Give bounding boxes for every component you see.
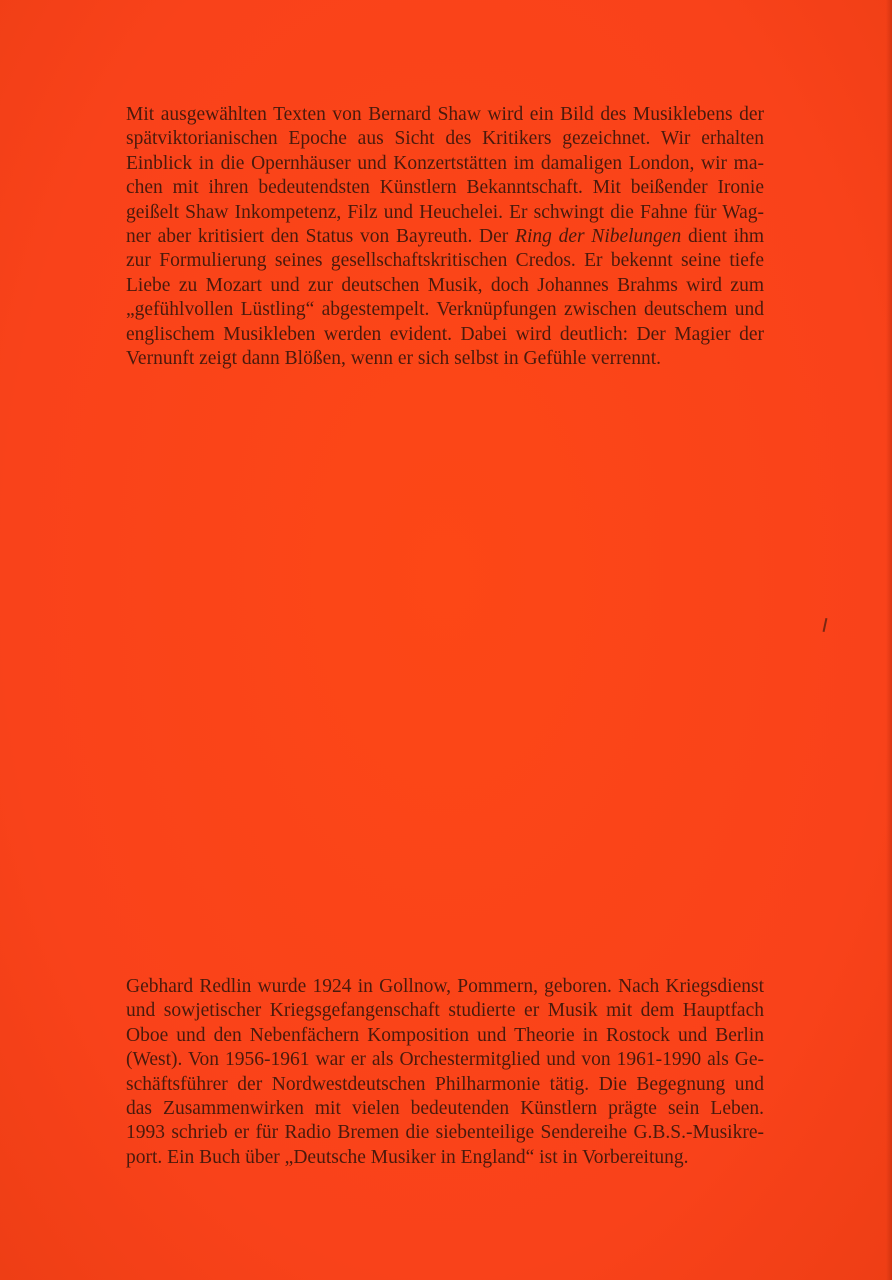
blurb-line: Vernunft zeigt dann Blößen, wenn er sich selbst in Gefühle verrennt. <box>126 347 662 369</box>
work-title-ring-der-nibelungen: Ring der Nibelungen <box>515 225 682 247</box>
blurb-line: spätviktorianischen Epoche aus Sicht des Kritikers gezeichnet. Wir erhalten <box>126 128 764 150</box>
blurb-line-with-title <box>126 225 764 249</box>
blurb-line: Einblick in die Opernhäuser und Konzertstätten im damaligen London, wir ma- <box>126 152 764 174</box>
author-biography <box>126 975 764 1170</box>
bio-line: Oboe und den Nebenfächern Komposition und Theorie in Rostock und Berlin <box>126 1024 764 1046</box>
print-speck <box>823 618 828 632</box>
blurb-text: ner aber kritisiert den Status von Bayreuth. Der <box>126 225 516 247</box>
bio-line: 1993 schrieb er für Radio Bremen die siebenteilige Sendereihe G.B.S.-Musikre- <box>126 1122 764 1144</box>
bio-line: port. Ein Buch über „Deutsche Musiker in England“ ist in Vorbereitung. <box>126 1146 689 1168</box>
bio-line: (West). Von 1956-1961 war er als Orchestermitglied und von 1961-1990 als Ge- <box>126 1049 764 1071</box>
blurb-line: chen mit ihren bedeutendsten Künstlern Bekanntschaft. Mit beißender Ironie <box>126 177 764 199</box>
blurb-line: englischem Musikleben werden evident. Dabei wird deutlich: Der Magier der <box>126 323 764 345</box>
blurb-line: „gefühlvollen Lüstling“ abgestempelt. Verknüpfungen zwischen deutschem und <box>126 299 764 321</box>
blurb-line: Mit ausgewählten Texten von Bernard Shaw wird ein Bild des Musiklebens der <box>126 104 764 125</box>
bio-line: schäftsführer der Nordwestdeutschen Philharmonie tätig. Die Begegnung und <box>126 1073 764 1095</box>
book-blurb <box>126 103 764 371</box>
bio-line: das Zusammenwirken mit vielen bedeutenden Künstlern prägte sein Leben. <box>126 1097 764 1119</box>
bio-line: Gebhard Redlin wurde 1924 in Gollnow, Pommern, geboren. Nach Kriegsdienst <box>126 976 764 997</box>
bio-line: und sowjetischer Kriegsgefangenschaft studierte er Musik mit dem Hauptfach <box>126 1000 764 1022</box>
blurb-line: zur Formulierung seines gesellschaftskritischen Credos. Er bekennt seine tiefe <box>126 250 764 272</box>
blurb-text: dient ihm <box>681 225 765 247</box>
blurb-line: geißelt Shaw Inkompetenz, Filz und Heuchelei. Er schwingt die Fahne für Wag- <box>126 201 764 223</box>
cover-edge-shadow <box>886 0 892 1280</box>
blurb-line: Liebe zu Mozart und zur deutschen Musik, doch Johannes Brahms wird zum <box>126 274 764 296</box>
